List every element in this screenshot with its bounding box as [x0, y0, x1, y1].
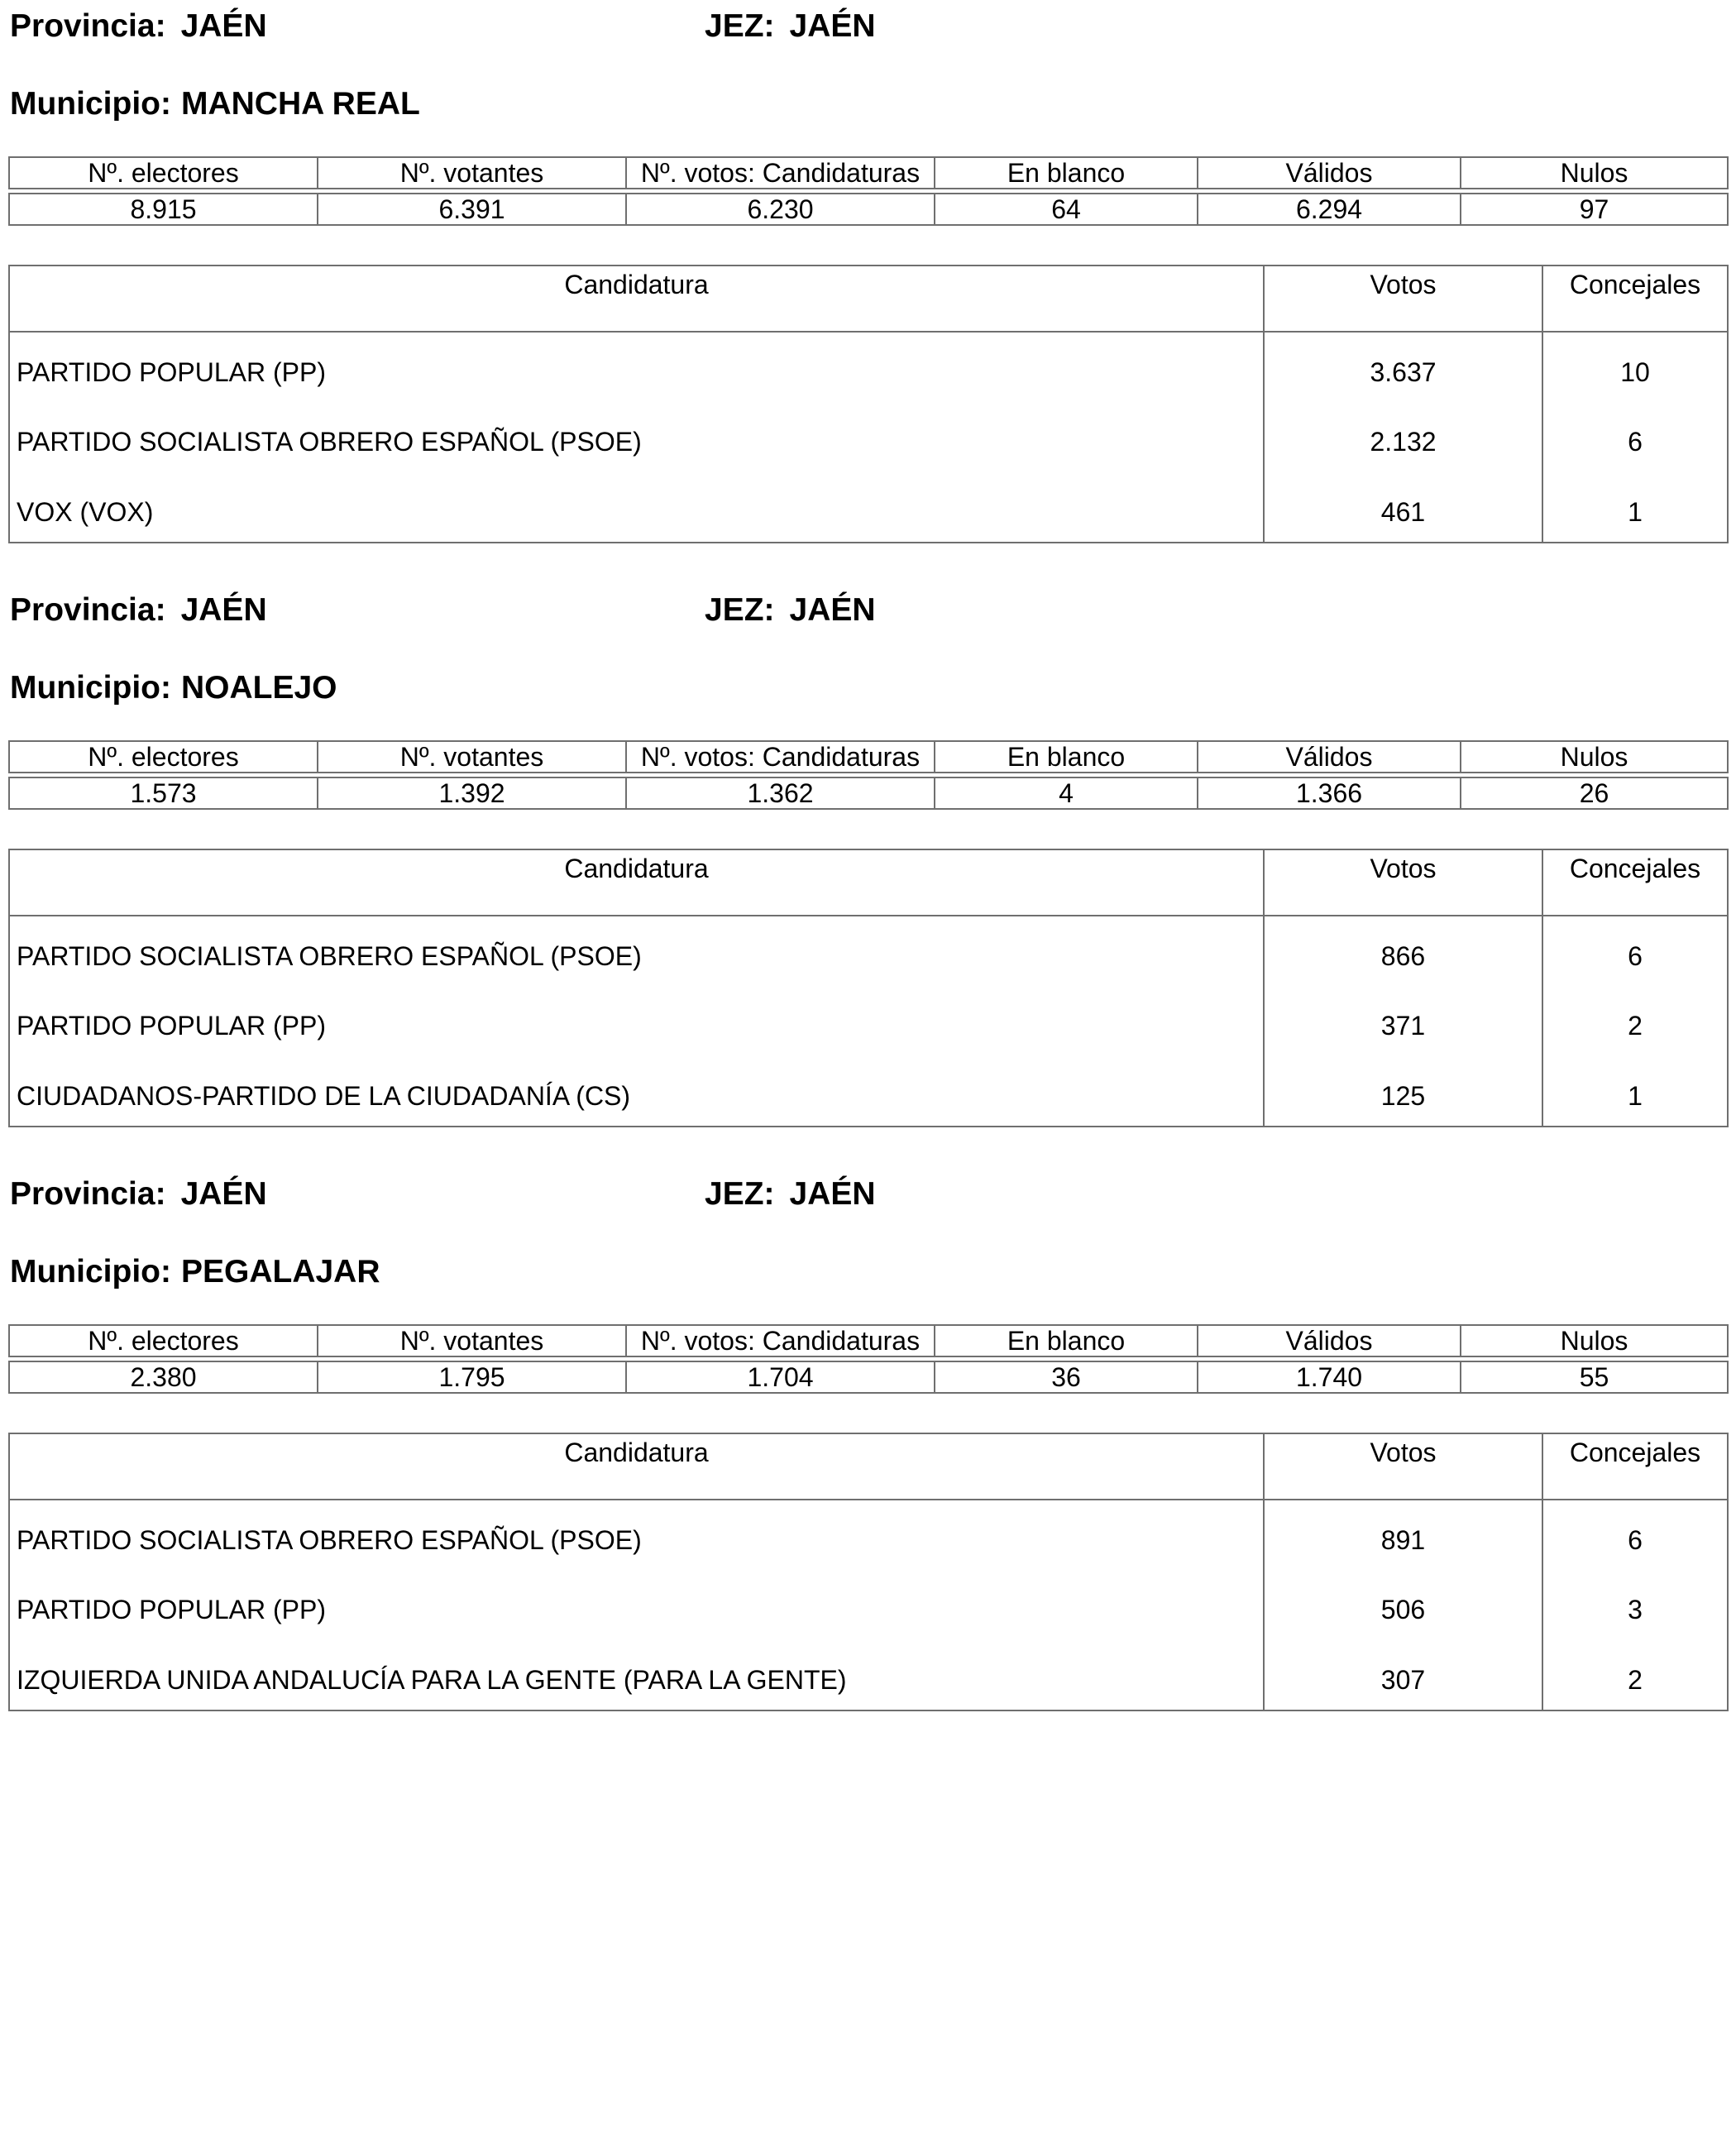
municipio-heading — [10, 1254, 380, 1290]
stats-value-cell: 6.230 — [626, 194, 935, 225]
provincia-label: Provincia: — [10, 1176, 166, 1212]
table-row — [9, 986, 1728, 1056]
table-row — [9, 1640, 1728, 1710]
stats-header-cell: Válidos — [1198, 741, 1461, 773]
stats-header-cell: Nº. votantes — [318, 741, 626, 773]
stats-header-cell: Nº. electores — [9, 157, 318, 189]
municipio-label: Municipio: — [10, 1254, 171, 1289]
concejales-cell: 3 — [1542, 1570, 1728, 1640]
stats-header-cell: Nulos — [1461, 157, 1728, 189]
concejales-cell: 10 — [1542, 332, 1728, 402]
candidatura-header: Candidatura — [9, 849, 1264, 916]
votos-cell: 371 — [1264, 986, 1542, 1056]
stats-value-cell: 1.704 — [626, 1361, 935, 1393]
stats-header-cell: Nulos — [1461, 741, 1728, 773]
stats-header-cell: Nulos — [1461, 1325, 1728, 1356]
stats-header-row — [9, 157, 1728, 189]
concejales-cell: 6 — [1542, 1500, 1728, 1570]
votos-header: Votos — [1264, 1433, 1542, 1500]
municipio-heading — [10, 670, 337, 706]
stats-header-cell: Nº. electores — [9, 1325, 318, 1356]
concejales-cell: 2 — [1542, 986, 1728, 1056]
stats-header-cell: Válidos — [1198, 1325, 1461, 1356]
candidatura-cell: PARTIDO POPULAR (PP) — [9, 332, 1264, 402]
candidatura-cell: PARTIDO SOCIALISTA OBRERO ESPAÑOL (PSOE) — [9, 916, 1264, 986]
stats-header-row — [9, 741, 1728, 773]
table-row — [9, 472, 1728, 543]
stats-header-cell: Nº. votos: Candidaturas — [626, 741, 935, 773]
results-table — [8, 265, 1729, 543]
municipio-heading — [10, 86, 420, 122]
stats-value-cell: 4 — [935, 777, 1198, 809]
concejales-cell: 2 — [1542, 1640, 1728, 1710]
table-row — [9, 332, 1728, 402]
table-row — [9, 916, 1728, 986]
results-header-row — [9, 1433, 1728, 1500]
jez-heading — [705, 8, 876, 45]
jez-value: JAÉN — [789, 592, 876, 628]
votos-cell: 506 — [1264, 1570, 1542, 1640]
results-table — [8, 849, 1729, 1127]
stats-value-cell: 1.362 — [626, 777, 935, 809]
provincia-label: Provincia: — [10, 592, 166, 628]
stats-value-cell: 1.573 — [9, 777, 318, 809]
concejales-cell: 6 — [1542, 402, 1728, 472]
municipio-block — [0, 584, 1736, 1167]
table-row — [9, 1056, 1728, 1127]
stats-value-cell: 6.294 — [1198, 194, 1461, 225]
jez-value: JAÉN — [789, 1176, 876, 1212]
candidatura-cell: PARTIDO POPULAR (PP) — [9, 986, 1264, 1056]
candidatura-cell: VOX (VOX) — [9, 472, 1264, 543]
candidatura-cell: PARTIDO SOCIALISTA OBRERO ESPAÑOL (PSOE) — [9, 1500, 1264, 1570]
stats-value-row — [9, 1361, 1728, 1393]
stats-value-cell: 1.392 — [318, 777, 626, 809]
provincia-label: Provincia: — [10, 8, 166, 44]
jez-label: JEZ: — [705, 592, 775, 628]
stats-value-cell: 26 — [1461, 777, 1728, 809]
concejales-header: Concejales — [1542, 266, 1728, 332]
concejales-header: Concejales — [1542, 1433, 1728, 1500]
stats-header-cell: En blanco — [935, 741, 1198, 773]
jez-heading — [705, 1176, 876, 1213]
jez-value: JAÉN — [789, 8, 876, 44]
stats-value-row — [9, 194, 1728, 225]
votos-cell: 891 — [1264, 1500, 1542, 1570]
municipio-label: Municipio: — [10, 670, 171, 706]
candidatura-cell: PARTIDO SOCIALISTA OBRERO ESPAÑOL (PSOE) — [9, 402, 1264, 472]
votos-cell: 866 — [1264, 916, 1542, 986]
stats-header-cell: Nº. votantes — [318, 157, 626, 189]
municipio-block — [0, 1168, 1736, 1751]
stats-value-cell: 1.740 — [1198, 1361, 1461, 1393]
stats-value-cell: 6.391 — [318, 194, 626, 225]
candidatura-cell: PARTIDO POPULAR (PP) — [9, 1570, 1264, 1640]
votos-header: Votos — [1264, 266, 1542, 332]
candidatura-header: Candidatura — [9, 1433, 1264, 1500]
provincia-value: JAÉN — [180, 1176, 267, 1212]
stats-header-cell: Nº. votos: Candidaturas — [626, 157, 935, 189]
jez-heading — [705, 592, 876, 629]
stats-header-cell: Nº. votos: Candidaturas — [626, 1325, 935, 1356]
stats-header-cell: Nº. votantes — [318, 1325, 626, 1356]
stats-value-cell: 2.380 — [9, 1361, 318, 1393]
stats-value-row — [9, 777, 1728, 809]
results-table — [8, 1433, 1729, 1711]
votos-cell: 461 — [1264, 472, 1542, 543]
jez-label: JEZ: — [705, 1176, 775, 1212]
stats-header-cell: Nº. electores — [9, 741, 318, 773]
municipio-label: Municipio: — [10, 86, 171, 122]
votos-cell: 2.132 — [1264, 402, 1542, 472]
table-row — [9, 1500, 1728, 1570]
provincia-heading — [10, 1176, 267, 1213]
stats-table — [8, 156, 1729, 226]
stats-value-cell: 64 — [935, 194, 1198, 225]
stats-value-cell: 1.795 — [318, 1361, 626, 1393]
stats-table — [8, 740, 1729, 810]
votos-cell: 125 — [1264, 1056, 1542, 1127]
stats-value-cell: 8.915 — [9, 194, 318, 225]
provincia-value: JAÉN — [180, 592, 267, 628]
votos-header: Votos — [1264, 849, 1542, 916]
stats-value-cell: 55 — [1461, 1361, 1728, 1393]
jez-label: JEZ: — [705, 8, 775, 44]
candidatura-cell: CIUDADANOS-PARTIDO DE LA CIUDADANÍA (CS) — [9, 1056, 1264, 1127]
stats-header-cell: Válidos — [1198, 157, 1461, 189]
results-header-row — [9, 849, 1728, 916]
stats-value-cell: 36 — [935, 1361, 1198, 1393]
stats-header-cell: En blanco — [935, 1325, 1198, 1356]
concejales-header: Concejales — [1542, 849, 1728, 916]
table-row — [9, 402, 1728, 472]
table-row — [9, 1570, 1728, 1640]
provincia-value: JAÉN — [180, 8, 267, 44]
stats-header-cell: En blanco — [935, 157, 1198, 189]
municipio-block — [0, 0, 1736, 583]
stats-table — [8, 1324, 1729, 1394]
provincia-heading — [10, 592, 267, 629]
concejales-cell: 1 — [1542, 1056, 1728, 1127]
stats-header-row — [9, 1325, 1728, 1356]
concejales-cell: 6 — [1542, 916, 1728, 986]
stats-value-cell: 1.366 — [1198, 777, 1461, 809]
municipio-value: MANCHA REAL — [180, 86, 420, 122]
results-header-row — [9, 266, 1728, 332]
provincia-heading — [10, 8, 267, 45]
votos-cell: 3.637 — [1264, 332, 1542, 402]
concejales-cell: 1 — [1542, 472, 1728, 543]
municipio-value: NOALEJO — [180, 670, 337, 706]
votos-cell: 307 — [1264, 1640, 1542, 1710]
municipio-value: PEGALAJAR — [180, 1254, 380, 1289]
candidatura-header: Candidatura — [9, 266, 1264, 332]
candidatura-cell: IZQUIERDA UNIDA ANDALUCÍA PARA LA GENTE (PARA LA GENTE) — [9, 1640, 1264, 1710]
stats-value-cell: 97 — [1461, 194, 1728, 225]
